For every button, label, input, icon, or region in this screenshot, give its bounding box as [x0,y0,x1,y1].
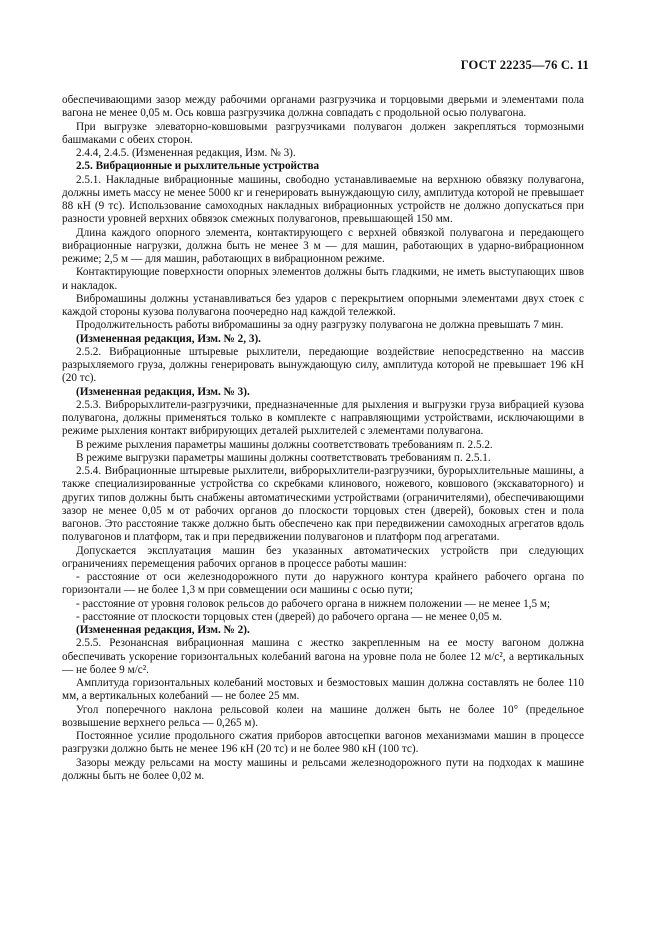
paragraph: (Измененная редакция, Изм. № 3). [76,385,250,398]
paragraph: Угол поперечного наклона рельсовой колеи на машине должен быть не более 10° (предельное возвышение верхнего рельса — 0,265 м). [62,703,584,729]
paragraph: Контактирующие поверхности опорных элементов должны быть гладкими, не иметь выступающих швов и накладок. [62,266,584,292]
paragraph: 2.5.2. Вибрационные штыревые рыхлители, передающие воздействие непосредственно на массив разрыхляемого груза, должны генерировать вынуждающую силу, амплитуда которой не превышает 196 кН (20 тс). [62,345,584,385]
paragraph: (Измененная редакция, Изм. № 2). [76,624,250,636]
paragraph: 2.5.3. Виброрыхлители-разгрузчики, предназначенные для рыхления и выгрузки груза вибрацией кузова полувагона, должны применяться только в комплекте с направляющими устройствами, исключающими в режиме рыхления контакт вибрирующих деталей рыхлителей с элементами полувагона. [62,398,584,438]
page-header: ГОСТ 22235—76 С. 11 [460,58,589,72]
paragraph: В режиме выгрузки параметры машины должны соответствовать требованиям п. 2.5.1. [76,451,491,464]
document-body [62,94,584,783]
paragraph: 2.5.5. Резонансная вибрационная машина с жестко закрепленным на ее мосту вагоном должна обеспечивать ускорение горизонтальных колебаний вагона на уровне пола не более 12 м/с², а вертикальных — не более 9 м/с². [62,637,584,676]
paragraph: Постоянное усилие продольного сжатия приборов автосцепки вагонов механизмами машин в процессе разгрузки должно быть не менее 196 кН (20 тс) и не более 980 кН (100 тс). [62,730,584,756]
paragraph: Амплитуда горизонтальных колебаний мостовых и безмостовых машин должна составлять не более 110 мм, а вертикальных колебаний — не более 25 мм. [62,677,584,703]
paragraph: - расстояние от уровня головок рельсов до рабочего органа в нижнем положении — не менее 1,5 м; [76,597,551,610]
paragraph: (Измененная редакция, Изм. № 2, 3). [76,332,261,345]
paragraph: 2.5.1. Накладные вибрационные машины, свободно устанавливаемые на верхнюю обвязку полувагона, должны иметь массу не менее 5000 кг и генерировать вынуждающую силу, амплитуда которой не превышает 88 кН (9 тс). Использование самоходных накладных вибрационных устройств не должно допускаться при разности уровней верхних обвязок смежных полувагонов, превышающей 150 мм. [62,173,584,226]
paragraph: Продолжительность работы вибромашины за одну разгрузку полувагона не должна превышать 7 мин. [76,319,564,332]
paragraph: 2.5.4. Вибрационные штыревые рыхлители, виброрыхлители-разгрузчики, бурорыхлительные машины, а также специализированные устройства со скребками клинового, ножевого, ковшового (экскаваторного) и других типов должны быть снабжены автоматическими устройствами (ограничителями), обеспечивающими зазор не менее 0,05 м от рабочих органов до плоскости торцовых стен (дверей), боковых стен и пола вагонов. Это расстояние также должно быть обеспечено как при передвижении самоходных агрегатов вдоль полувагонов и платформ, так и при передвижении полувагонов и платформ под агрегатами. [62,465,584,544]
paragraph: Вибромашины должны устанавливаться без ударов с перекрытием опорными элементами двух стоек с каждой стороны кузова полувагона поочередно над каждой тележкой. [62,292,584,318]
paragraph: обеспечивающими зазор между рабочими органами разгрузчика и торцовыми дверьми и элементами пола вагона не менее 0,05 м. Ось ковша разгрузчика должна совпадать с продольной осью полувагона. [62,94,584,120]
paragraph: При выгрузке элеваторно-ковшовыми разгрузчиками полувагон должен закрепляться тормозными башмаками с обеих сторон. [62,120,584,146]
paragraph: Допускается эксплуатация машин без указанных автоматических устройств при следующих ограничениях перемещения рабочих органов в процессе работы машин: [62,544,584,570]
paragraph: Длина каждого опорного элемента, контактирующего с верхней обвязкой полувагона и передающего вибрационные нагрузки, должна быть не менее 3 м — для машин, работающих в ударно-вибрационном режиме; 2,5 м — для машин, работающих в вибрационном режиме. [62,226,584,265]
paragraph: 2.4.4, 2.4.5. (Измененная редакция, Изм. № 3). [76,147,296,159]
paragraph: В режиме рыхления параметры машины должны соответствовать требованиям п. 2.5.2. [76,438,493,451]
paragraph: 2.5. Вибрационные и рыхлительные устройства [76,160,320,173]
paragraph: - расстояние от оси железнодорожного пути до наружного контура крайнего рабочего органа по горизонтали — не более 1,3 м при совмещении оси машины с осью пути; [62,571,584,597]
paragraph: Зазоры между рельсами на мосту машины и рельсами железнодорожного пути на подходах к машине должны быть не более 0,02 м. [62,756,584,782]
paragraph: - расстояние от плоскости торцовых стен (дверей) до рабочего органа — не менее 0,05 м. [76,610,503,623]
